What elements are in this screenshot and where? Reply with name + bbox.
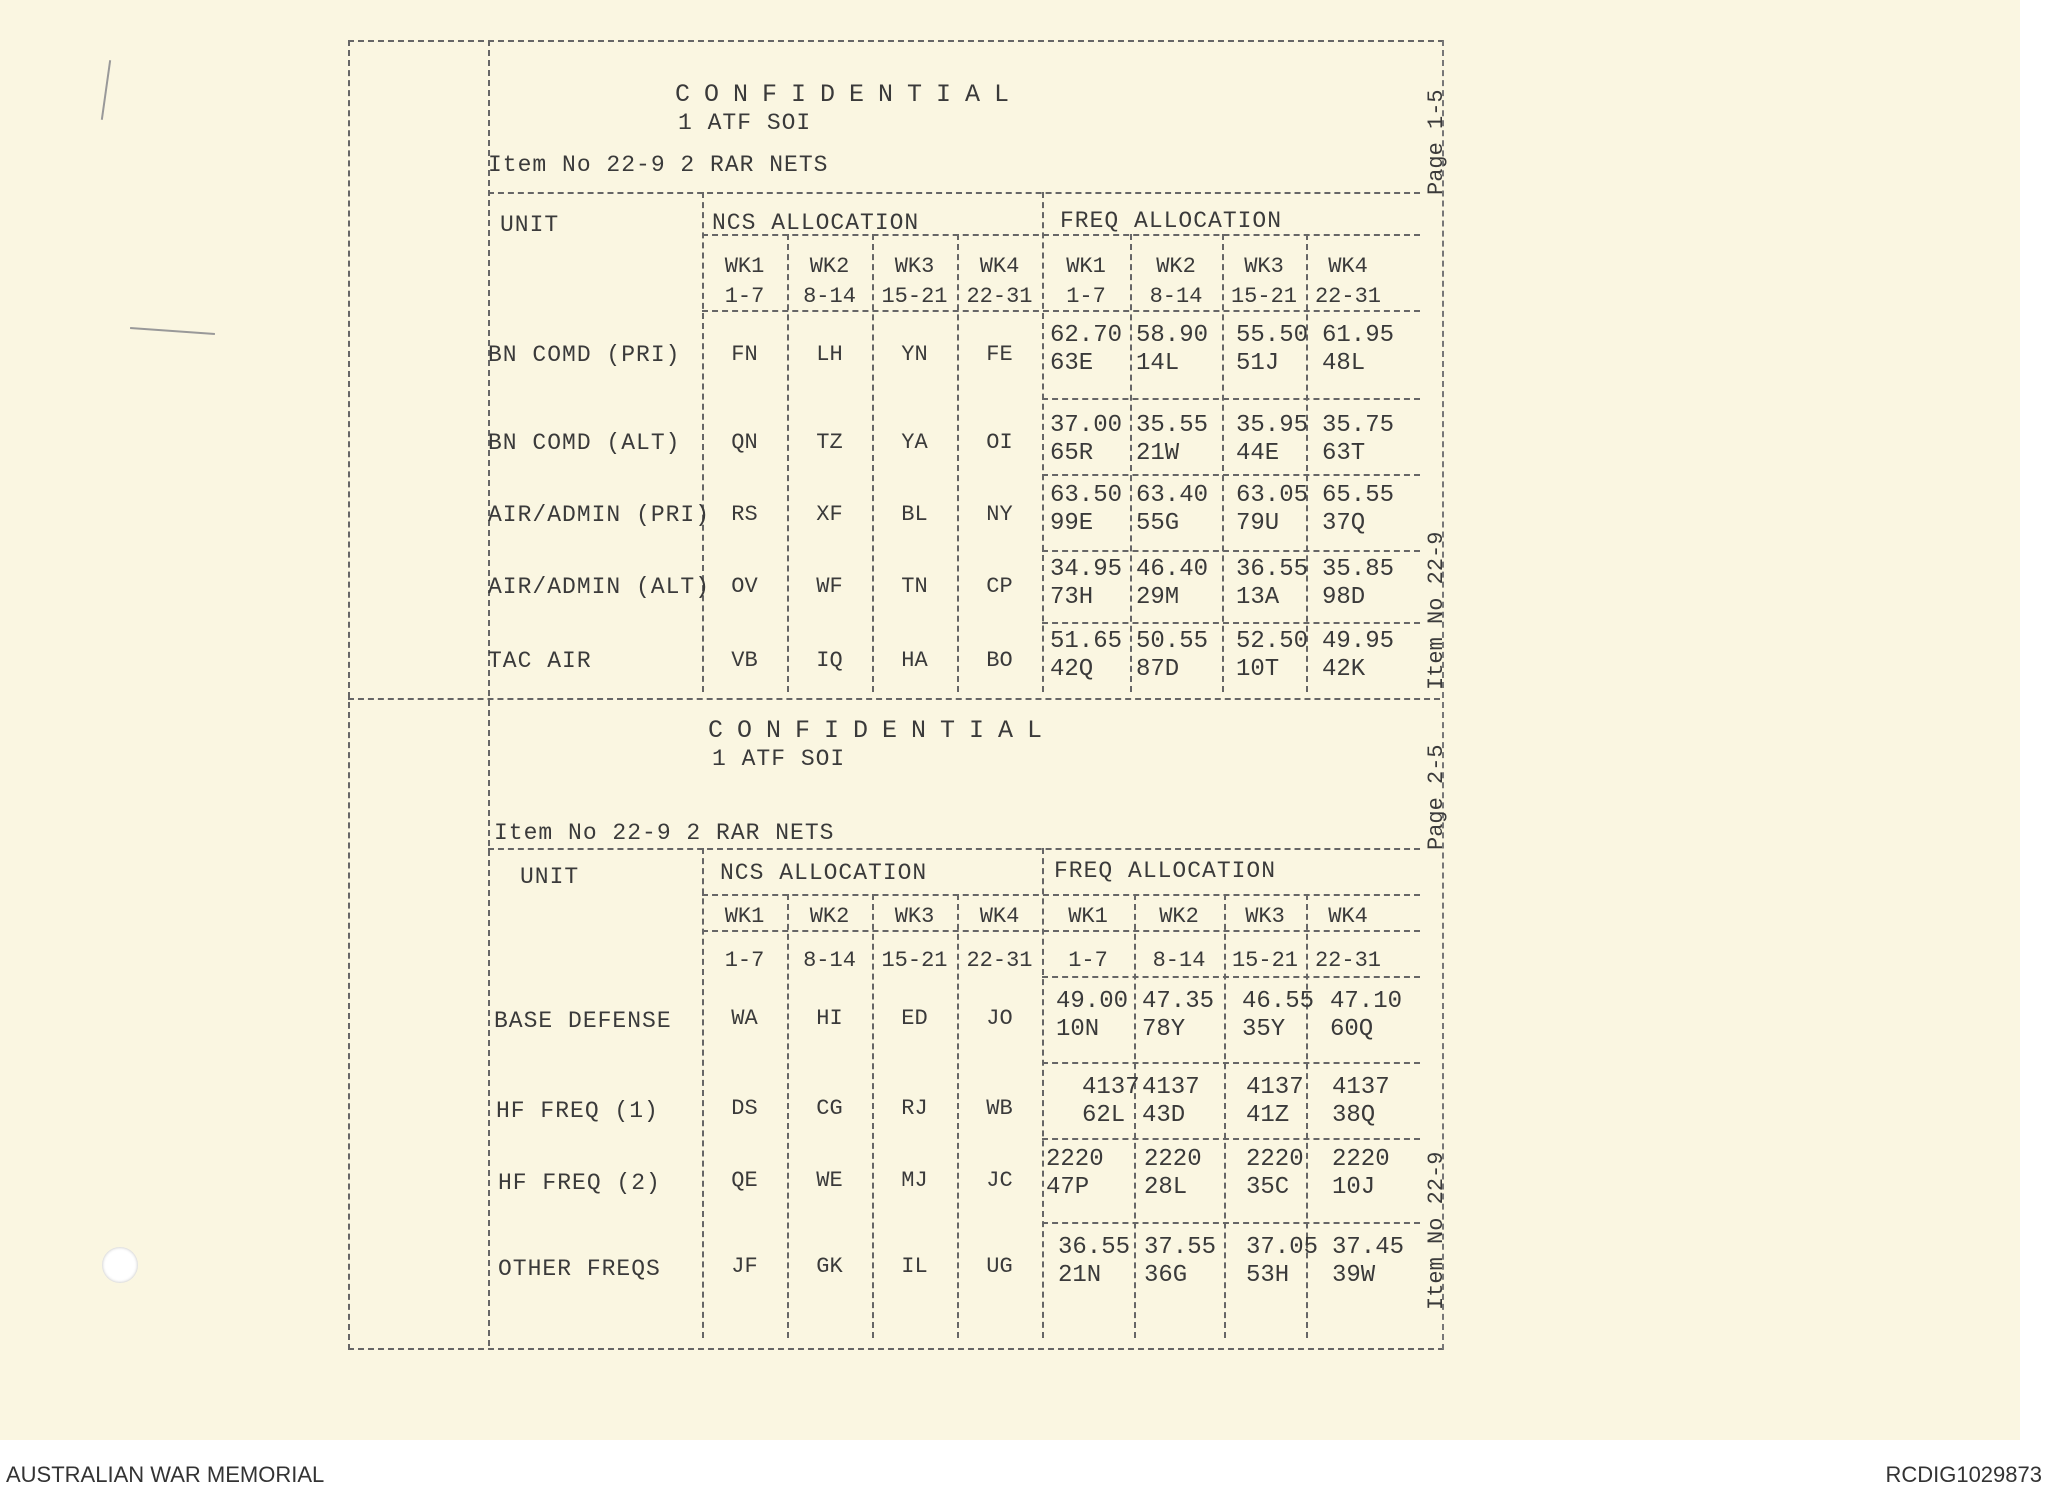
date-range: 22-31: [1314, 284, 1381, 309]
week-label: WK2: [809, 254, 850, 279]
week-label: WK2: [1159, 904, 1199, 929]
date-range: 22-31: [966, 284, 1033, 309]
ncs-code: JC: [986, 1168, 1013, 1193]
freq-cell: 61.95 48L: [1322, 322, 1395, 377]
week-label: WK3: [894, 254, 935, 279]
freq-cell: 37.00 65R: [1050, 412, 1123, 467]
freq-cell: 37.45 39W: [1332, 1234, 1405, 1289]
freq-header: FREQ ALLOCATION: [1060, 208, 1283, 234]
week-label: WK1: [1068, 904, 1108, 929]
ncs-code: FN: [731, 342, 758, 367]
pencil-mark: [130, 327, 215, 335]
freq-cell: 2220 28L: [1144, 1146, 1202, 1201]
week-label: WK4: [979, 904, 1020, 929]
freq-cell: 63.50 99E: [1050, 482, 1123, 537]
week-label: WK1: [1066, 254, 1106, 279]
ncs-code: CP: [986, 574, 1013, 599]
ncs-code: NY: [986, 502, 1013, 527]
soi-subtitle: 1 ATF SOI: [678, 110, 812, 136]
freq-cell: 35.75 63T: [1322, 412, 1395, 467]
freq-cell: 4137 43D: [1142, 1074, 1200, 1129]
freq-cell: 4137 62L: [1082, 1074, 1140, 1129]
date-range: 15-21: [881, 284, 948, 309]
freq-cell: 35.85 98D: [1322, 556, 1395, 611]
freq-cell: 4137 38Q: [1332, 1074, 1390, 1129]
week-label: WK2: [809, 904, 850, 929]
soi-subtitle: 1 ATF SOI: [712, 746, 846, 772]
ncs-code: IL: [901, 1254, 928, 1279]
date-range: 8-14: [803, 284, 856, 309]
ncs-code: GK: [816, 1254, 843, 1279]
ncs-code: LH: [816, 342, 843, 367]
side-item-label: Item No 22-9: [1424, 1151, 1449, 1310]
freq-cell: 65.55 37Q: [1322, 482, 1395, 537]
freq-cell: 63.05 79U: [1236, 482, 1309, 537]
ncs-code: YN: [901, 342, 928, 367]
ncs-code: TN: [901, 574, 928, 599]
week-label: WK3: [1245, 904, 1285, 929]
freq-cell: 63.40 55G: [1136, 482, 1209, 537]
freq-cell: 2220 35C: [1246, 1146, 1304, 1201]
row-line: [1042, 550, 1420, 552]
unit-name: AIR/ADMIN (PRI): [488, 502, 711, 528]
date-range: 8-14: [1152, 948, 1206, 973]
classification-heading: CONFIDENTIAL: [675, 80, 1024, 109]
ncs-code: FE: [986, 342, 1013, 367]
week-label: WK4: [1328, 904, 1368, 929]
ncs-code: UG: [986, 1254, 1013, 1279]
ncs-code: RS: [731, 502, 758, 527]
freq-cell: 36.55 21N: [1058, 1234, 1131, 1289]
ncs-code: QE: [731, 1168, 758, 1193]
row-line: [1042, 474, 1420, 476]
date-range: 1-7: [1066, 284, 1106, 309]
ncs-code: IQ: [816, 648, 843, 673]
date-range: 22-31: [966, 948, 1033, 973]
freq-cell: 49.00 10N: [1056, 988, 1129, 1043]
page-number-label: Page 1-5: [1424, 89, 1449, 195]
ncs-code: TZ: [816, 430, 843, 455]
freq-cell: 4137 41Z: [1246, 1074, 1304, 1129]
freq-header: FREQ ALLOCATION: [1054, 858, 1277, 884]
pencil-mark: [101, 60, 111, 120]
ncs-header: NCS ALLOCATION: [712, 210, 920, 236]
freq-cell: 35.95 44E: [1236, 412, 1309, 467]
header-line: [702, 310, 1420, 312]
record-id: RCDIG1029873: [1885, 1462, 2042, 1487]
unit-name: BN COMD (PRI): [488, 342, 681, 368]
date-range: 15-21: [881, 948, 948, 973]
ncs-code: RJ: [901, 1096, 928, 1121]
ncs-code: WA: [731, 1006, 758, 1031]
ncs-code: JF: [731, 1254, 758, 1279]
freq-cell: 47.10 60Q: [1330, 988, 1403, 1043]
unit-name: BN COMD (ALT): [488, 430, 681, 456]
unit-name: BASE DEFENSE: [494, 1008, 672, 1034]
ncs-code: DS: [731, 1096, 758, 1121]
freq-cell: 62.70 63E: [1050, 322, 1123, 377]
ncs-code: VB: [731, 648, 758, 673]
freq-cell: 46.40 29M: [1136, 556, 1209, 611]
freq-cell: 52.50 10T: [1236, 628, 1309, 683]
ncs-code: HA: [901, 648, 928, 673]
item-line: Item No 22-9 2 RAR NETS: [494, 820, 835, 846]
freq-cell: 50.55 87D: [1136, 628, 1209, 683]
date-range: 1-7: [724, 284, 765, 309]
freq-cell: 34.95 73H: [1050, 556, 1123, 611]
unit-name: AIR/ADMIN (ALT): [488, 574, 711, 600]
page-number-label: Page 2-5: [1424, 744, 1449, 850]
table-top-line: [488, 848, 1420, 850]
ncs-code: OI: [986, 430, 1013, 455]
ncs-code: MJ: [901, 1168, 928, 1193]
column-divider: [488, 40, 490, 1346]
page-separator: [348, 698, 1440, 700]
freq-cell: 55.50 51J: [1236, 322, 1309, 377]
ncs-code: BL: [901, 502, 928, 527]
ncs-code: WB: [986, 1096, 1013, 1121]
unit-name: OTHER FREQS: [498, 1256, 661, 1282]
freq-cell: 58.90 14L: [1136, 322, 1209, 377]
date-range: 15-21: [1230, 284, 1297, 309]
freq-cell: 49.95 42K: [1322, 628, 1395, 683]
row-line: [1042, 1138, 1420, 1140]
freq-cell: 35.55 21W: [1136, 412, 1209, 467]
unit-name: TAC AIR: [488, 648, 592, 674]
date-range: 15-21: [1231, 948, 1298, 973]
freq-cell: 37.55 36G: [1144, 1234, 1217, 1289]
ncs-code: YA: [901, 430, 928, 455]
unit-header: UNIT: [520, 864, 580, 890]
week-label: WK3: [894, 904, 935, 929]
ncs-code: JO: [986, 1006, 1013, 1031]
date-range: 1-7: [1068, 948, 1108, 973]
freq-cell: 46.55 35Y: [1242, 988, 1315, 1043]
week-label: WK2: [1156, 254, 1196, 279]
date-range: 22-31: [1314, 948, 1381, 973]
week-label: WK1: [724, 254, 765, 279]
freq-cell: 51.65 42Q: [1050, 628, 1123, 683]
date-range: 8-14: [803, 948, 856, 973]
ncs-code: HI: [816, 1006, 843, 1031]
ncs-code: CG: [816, 1096, 843, 1121]
date-range: 1-7: [724, 948, 765, 973]
unit-name: HF FREQ (2): [498, 1170, 661, 1196]
side-item-label: Item No 22-9: [1424, 531, 1449, 690]
ncs-code: QN: [731, 430, 758, 455]
ncs-code: WE: [816, 1168, 843, 1193]
ncs-code: WF: [816, 574, 843, 599]
row-line: [1042, 976, 1420, 978]
table-top-line: [488, 192, 1420, 194]
freq-cell: 36.55 13A: [1236, 556, 1309, 611]
row-line: [1042, 1062, 1420, 1064]
unit-header: UNIT: [500, 212, 560, 238]
freq-cell: 47.35 78Y: [1142, 988, 1215, 1043]
archive-name: AUSTRALIAN WAR MEMORIAL: [6, 1462, 325, 1487]
week-label: WK4: [979, 254, 1020, 279]
header-line: [702, 894, 1420, 896]
week-label: WK4: [1328, 254, 1368, 279]
ncs-code: BO: [986, 648, 1013, 673]
ncs-code: ED: [901, 1006, 928, 1031]
week-label: WK1: [724, 904, 765, 929]
freq-cell: 2220 47P: [1046, 1146, 1104, 1201]
row-line: [1042, 1222, 1420, 1224]
ncs-header: NCS ALLOCATION: [720, 860, 928, 886]
ncs-code: OV: [731, 574, 758, 599]
date-range: 8-14: [1149, 284, 1203, 309]
archive-footer: [0, 1440, 2048, 1501]
row-line: [1042, 622, 1420, 624]
freq-cell: 2220 10J: [1332, 1146, 1390, 1201]
classification-heading: CONFIDENTIAL: [708, 716, 1057, 745]
week-label: WK3: [1244, 254, 1284, 279]
freq-cell: 37.05 53H: [1246, 1234, 1319, 1289]
header-line: [702, 930, 1420, 932]
ncs-code: XF: [816, 502, 843, 527]
item-line: Item No 22-9 2 RAR NETS: [488, 152, 829, 178]
row-line: [1042, 398, 1420, 400]
punch-hole: [102, 1247, 138, 1283]
unit-name: HF FREQ (1): [496, 1098, 659, 1124]
